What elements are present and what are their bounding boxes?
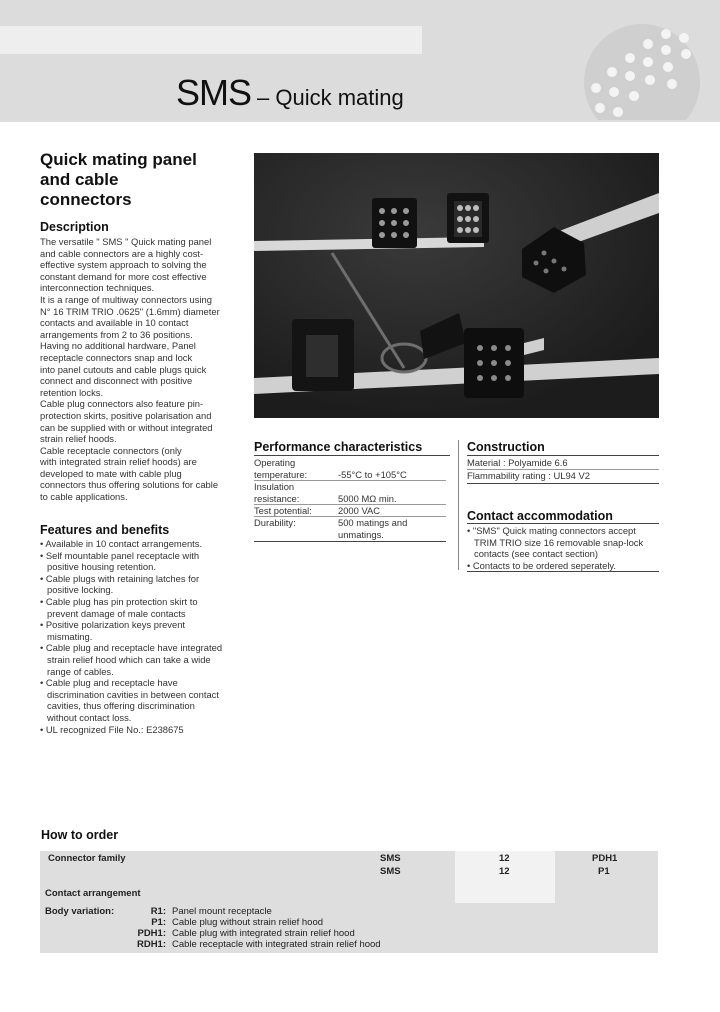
list-item: TRIM TRIO size 16 removable snap-lock [474, 536, 644, 548]
contact-arrangement-label: Contact arrangement [45, 888, 141, 899]
list-item: • UL recognized File No.: E238675 [40, 723, 184, 735]
variation-code: R1: [150, 906, 166, 917]
list-item: strain relief hood which can take a wide [47, 653, 211, 665]
variation-desc: Panel mount receptacle [172, 906, 272, 917]
description-title: Description [40, 220, 109, 234]
text-line: strain relief hoods. [40, 433, 117, 445]
text-line: interconnection techniques. [40, 282, 155, 294]
divider [254, 541, 446, 542]
text-line: to cable applications. [40, 491, 128, 503]
text-line: connect and disconnect with positive [40, 375, 193, 387]
list-item: • Cable plugs with retaining latches for [40, 572, 200, 584]
variation-code: P1: [151, 917, 166, 928]
text-line: constant demand for more cost effective [40, 270, 207, 282]
connector-family-label: Connector family [48, 853, 126, 864]
text-line: Cable receptacle connectors (only [40, 444, 182, 456]
contact-title: Contact accommodation [467, 509, 613, 523]
variation-code: PDH1: [137, 928, 166, 939]
text-line: protection skirts, positive polarisation and [40, 409, 212, 421]
text-line: into panel cutouts and cable plugs quick [40, 363, 207, 375]
list-item: • Positive polarization keys prevent [40, 619, 186, 631]
header-strip [0, 26, 422, 54]
variation-desc: Cable receptacle with integrated strain relief hood [172, 939, 381, 950]
text-line: Having no additional hardware, Panel [40, 340, 196, 352]
divider [467, 483, 659, 484]
subtitle: – Quick mating [257, 85, 404, 110]
list-item: • Cable plug has pin protection skirt to [40, 595, 198, 607]
order-title: How to order [41, 828, 119, 842]
list-item: • Available in 10 contact arrangements. [40, 538, 203, 549]
dot-pattern-icon [582, 22, 712, 120]
row-value: 2000 VAC [338, 505, 381, 516]
list-item: • Self mountable panel receptacle with [40, 549, 200, 561]
performance-title: Performance characteristics [254, 440, 423, 454]
text-line: arrangements from 2 to 36 positions. [40, 328, 193, 340]
row-key: temperature: [254, 468, 308, 480]
list-item: without contact loss. [47, 711, 132, 723]
brand: SMS [176, 72, 252, 113]
family-code: SMS [380, 853, 401, 864]
heading-line: Quick mating panel [40, 150, 197, 169]
row-value: 500 matings and [338, 517, 408, 528]
construction-material: Material : Polyamide 6.6 [467, 457, 568, 468]
list-item: • Cable plug and receptacle have integrated [40, 642, 223, 654]
text-line: developed to mate with cable plug [40, 467, 182, 479]
order-body-column [555, 885, 658, 903]
column-separator [458, 440, 459, 570]
list-item: prevent damage of male contacts [47, 607, 186, 619]
text-line: N° 16 TRIM TRIO .0625" (1.6mm) diameter [40, 305, 220, 317]
text-line: Cable plug connectors also feature pin- [40, 398, 204, 410]
list-item: • Cable plug and receptacle have [40, 677, 178, 689]
divider [467, 523, 659, 524]
text-line: connectors thus offering solutions for cable [40, 479, 219, 491]
divider [254, 455, 450, 456]
text-line: can be supplied with or without integrated [40, 421, 213, 433]
contact-list [467, 525, 659, 571]
variation-desc: Cable plug without strain relief hood [172, 917, 324, 928]
row-value: 5000 MΩ min. [338, 492, 397, 504]
text-line: receptacle connectors snap and lock [40, 351, 193, 363]
features-list [40, 538, 252, 735]
list-item: positive locking. [47, 584, 114, 596]
body-code: P1 [598, 866, 610, 877]
description-text [40, 236, 250, 503]
row-key: Insulation [254, 481, 295, 492]
text-line: and cable connectors are a highly cost- [40, 247, 204, 259]
product-photo [254, 153, 659, 418]
family-code: SMS [380, 866, 401, 877]
row-key: Operating [254, 457, 296, 468]
divider [467, 455, 659, 456]
list-item: • "SMS" Quick mating connectors accept [467, 525, 636, 536]
connectors-image [254, 153, 659, 418]
text-line: effective system approach to solving the [40, 259, 207, 271]
list-item: cavities, thus offering discrimination [47, 700, 195, 712]
page-title [176, 72, 404, 114]
performance-table [254, 457, 450, 543]
main-heading [40, 150, 245, 210]
list-item: contacts (see contact section) [474, 548, 599, 560]
text-line: with integrated strain relief hoods) are [40, 456, 197, 468]
row-key: resistance: [254, 492, 300, 504]
heading-line: connectors [40, 190, 132, 209]
text-line: contacts and available in 10 contact [40, 317, 189, 329]
list-item: range of cables. [47, 665, 114, 677]
body-code: PDH1 [592, 853, 618, 864]
list-item: mismating. [47, 630, 93, 642]
contact-code: 12 [499, 866, 510, 877]
divider [467, 571, 659, 572]
list-item: positive housing retention. [47, 561, 156, 573]
construction-title: Construction [467, 440, 545, 454]
list-item: • Contacts to be ordered seperately. [467, 559, 617, 571]
row-key: Test potential: [254, 505, 312, 516]
variation-desc: Cable plug with integrated strain relief hood [172, 928, 355, 939]
contact-code: 12 [499, 853, 510, 864]
text-line: retention locks. [40, 386, 104, 398]
list-item: discrimination cavities in between contact [47, 688, 219, 700]
text-line: The versatile " SMS " Quick mating panel [40, 236, 212, 247]
row-key: Durability: [254, 517, 296, 528]
heading-line: and cable [40, 170, 119, 189]
body-variation-label: Body variation: [45, 906, 115, 917]
construction-flammability: Flammability rating : UL94 V2 [467, 470, 590, 481]
text-line: It is a range of multiway connectors using [40, 293, 212, 305]
variation-code: RDH1: [136, 939, 166, 950]
features-title: Features and benefits [40, 523, 170, 537]
row-value: unmatings. [338, 528, 384, 540]
row-value: -55°C to +105°C [338, 468, 407, 480]
order-family-row [40, 851, 658, 885]
